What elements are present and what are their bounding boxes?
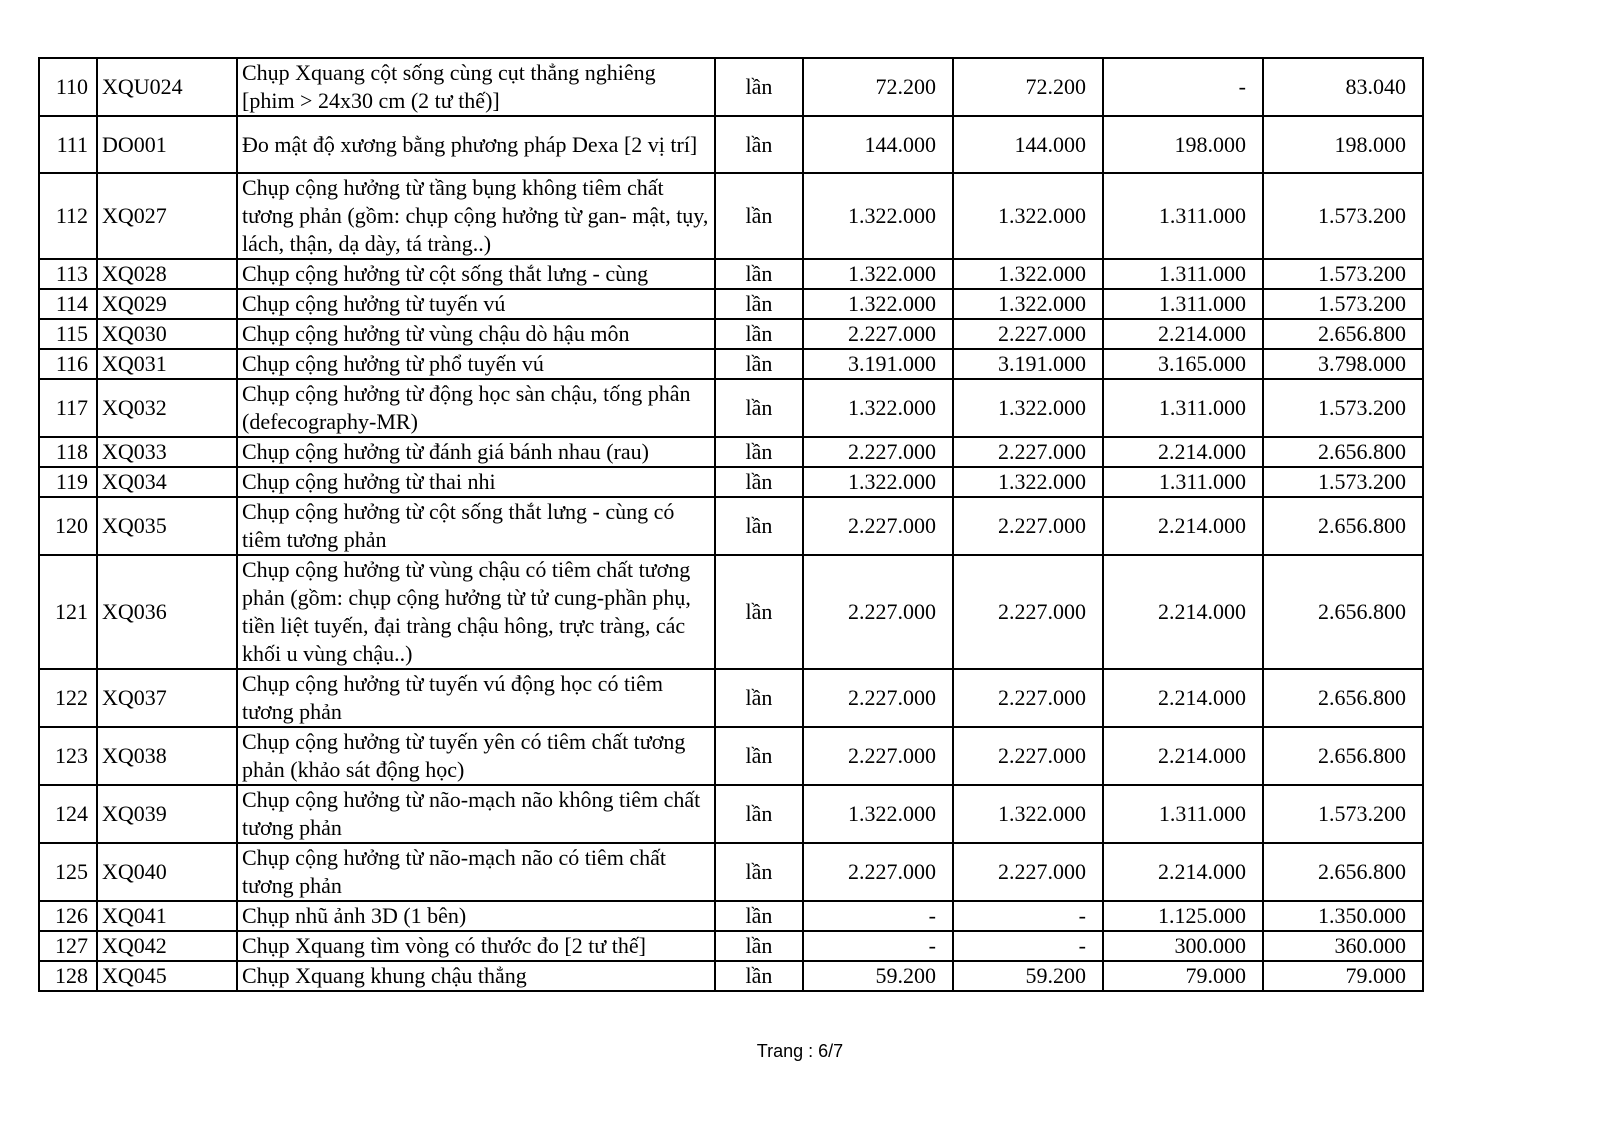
price-col-2-cell: 1.322.000 xyxy=(953,467,1103,497)
price-col-2-cell: 2.227.000 xyxy=(953,437,1103,467)
price-col-2-cell: 2.227.000 xyxy=(953,497,1103,555)
unit-cell: lần xyxy=(715,437,803,467)
table-row xyxy=(39,349,1423,379)
price-col-1-cell: 3.191.000 xyxy=(803,349,953,379)
price-col-3-cell: 1.311.000 xyxy=(1103,785,1263,843)
price-col-1-cell: 2.227.000 xyxy=(803,669,953,727)
price-col-2-cell: 1.322.000 xyxy=(953,785,1103,843)
service-name-cell: Chụp cộng hưởng từ não-mạch não không tiêm chất tương phản xyxy=(237,785,715,843)
service-code-cell: XQ045 xyxy=(97,961,237,991)
price-col-1-cell: 59.200 xyxy=(803,961,953,991)
price-col-2-cell: 1.322.000 xyxy=(953,173,1103,259)
price-col-1-cell: 2.227.000 xyxy=(803,843,953,901)
table-row xyxy=(39,901,1423,931)
table-row xyxy=(39,289,1423,319)
table-row xyxy=(39,58,1423,116)
price-col-3-cell: 1.311.000 xyxy=(1103,259,1263,289)
price-col-1-cell: 2.227.000 xyxy=(803,727,953,785)
row-number-cell: 116 xyxy=(39,349,97,379)
service-name-cell: Chụp cộng hưởng từ đánh giá bánh nhau (rau) xyxy=(237,437,715,467)
price-col-3-cell: 1.311.000 xyxy=(1103,173,1263,259)
price-col-1-cell: 1.322.000 xyxy=(803,259,953,289)
service-code-cell: XQ037 xyxy=(97,669,237,727)
price-col-2-cell: 59.200 xyxy=(953,961,1103,991)
price-col-3-cell: 1.311.000 xyxy=(1103,289,1263,319)
price-col-3-cell: 198.000 xyxy=(1103,116,1263,173)
service-name-cell: Chụp cộng hưởng từ cột sống thắt lưng - cùng có tiêm tương phản xyxy=(237,497,715,555)
service-name-cell: Chụp cộng hưởng từ thai nhi xyxy=(237,467,715,497)
price-col-2-cell: 2.227.000 xyxy=(953,555,1103,669)
service-name-cell: Đo mật độ xương bằng phương pháp Dexa [2 vị trí] xyxy=(237,116,715,173)
price-col-2-cell: 1.322.000 xyxy=(953,259,1103,289)
table-body xyxy=(39,58,1423,991)
price-col-4-cell: 1.573.200 xyxy=(1263,467,1423,497)
row-number-cell: 122 xyxy=(39,669,97,727)
service-code-cell: XQ040 xyxy=(97,843,237,901)
service-name-cell: Chụp cộng hưởng từ động học sàn chậu, tống phân (defecography-MR) xyxy=(237,379,715,437)
service-name-cell: Chụp cộng hưởng từ tuyến vú động học có tiêm tương phản xyxy=(237,669,715,727)
price-col-1-cell: 1.322.000 xyxy=(803,173,953,259)
service-name-cell: Chụp cộng hưởng từ não-mạch não có tiêm chất tương phản xyxy=(237,843,715,901)
service-name-cell: Chụp Xquang cột sống cùng cụt thẳng nghiêng [phim > 24x30 cm (2 tư thế)] xyxy=(237,58,715,116)
price-col-4-cell: 1.573.200 xyxy=(1263,289,1423,319)
row-number-cell: 115 xyxy=(39,319,97,349)
row-number-cell: 110 xyxy=(39,58,97,116)
service-code-cell: XQ039 xyxy=(97,785,237,843)
table-row xyxy=(39,173,1423,259)
table-row xyxy=(39,931,1423,961)
price-col-2-cell: 1.322.000 xyxy=(953,289,1103,319)
price-col-1-cell: 2.227.000 xyxy=(803,319,953,349)
price-col-2-cell: 144.000 xyxy=(953,116,1103,173)
price-col-1-cell: 2.227.000 xyxy=(803,555,953,669)
price-col-3-cell: 1.311.000 xyxy=(1103,379,1263,437)
price-col-3-cell: 2.214.000 xyxy=(1103,319,1263,349)
table-row xyxy=(39,555,1423,669)
price-col-2-cell: 2.227.000 xyxy=(953,319,1103,349)
price-col-4-cell: 79.000 xyxy=(1263,961,1423,991)
table-row xyxy=(39,116,1423,173)
price-col-4-cell: 83.040 xyxy=(1263,58,1423,116)
price-col-1-cell: 1.322.000 xyxy=(803,289,953,319)
unit-cell: lần xyxy=(715,669,803,727)
unit-cell: lần xyxy=(715,843,803,901)
service-code-cell: XQ038 xyxy=(97,727,237,785)
price-col-4-cell: 2.656.800 xyxy=(1263,319,1423,349)
unit-cell: lần xyxy=(715,555,803,669)
price-col-4-cell: 2.656.800 xyxy=(1263,843,1423,901)
price-col-1-cell: 1.322.000 xyxy=(803,467,953,497)
price-col-4-cell: 2.656.800 xyxy=(1263,437,1423,467)
service-code-cell: XQ030 xyxy=(97,319,237,349)
unit-cell: lần xyxy=(715,901,803,931)
table-row xyxy=(39,785,1423,843)
unit-cell: lần xyxy=(715,173,803,259)
price-col-4-cell: 198.000 xyxy=(1263,116,1423,173)
table-row xyxy=(39,727,1423,785)
row-number-cell: 114 xyxy=(39,289,97,319)
price-col-2-cell: 1.322.000 xyxy=(953,379,1103,437)
price-col-1-cell: 2.227.000 xyxy=(803,497,953,555)
price-col-2-cell: 2.227.000 xyxy=(953,727,1103,785)
service-name-cell: Chụp cộng hưởng từ cột sống thắt lưng - cùng xyxy=(237,259,715,289)
service-code-cell: XQ041 xyxy=(97,901,237,931)
price-col-2-cell: 2.227.000 xyxy=(953,669,1103,727)
price-col-4-cell: 1.573.200 xyxy=(1263,785,1423,843)
service-name-cell: Chụp cộng hưởng từ vùng chậu dò hậu môn xyxy=(237,319,715,349)
table-row xyxy=(39,467,1423,497)
price-col-1-cell: 144.000 xyxy=(803,116,953,173)
row-number-cell: 113 xyxy=(39,259,97,289)
price-col-4-cell: 2.656.800 xyxy=(1263,497,1423,555)
row-number-cell: 120 xyxy=(39,497,97,555)
price-col-1-cell: - xyxy=(803,931,953,961)
price-col-1-cell: 1.322.000 xyxy=(803,379,953,437)
price-col-3-cell: 3.165.000 xyxy=(1103,349,1263,379)
price-col-3-cell: 2.214.000 xyxy=(1103,497,1263,555)
row-number-cell: 119 xyxy=(39,467,97,497)
unit-cell: lần xyxy=(715,497,803,555)
service-code-cell: XQ031 xyxy=(97,349,237,379)
price-col-3-cell: 2.214.000 xyxy=(1103,437,1263,467)
unit-cell: lần xyxy=(715,727,803,785)
unit-cell: lần xyxy=(715,349,803,379)
price-col-3-cell: 2.214.000 xyxy=(1103,555,1263,669)
service-code-cell: XQ035 xyxy=(97,497,237,555)
price-col-4-cell: 2.656.800 xyxy=(1263,555,1423,669)
table-row xyxy=(39,259,1423,289)
unit-cell: lần xyxy=(715,319,803,349)
service-name-cell: Chụp cộng hưởng từ tuyến vú xyxy=(237,289,715,319)
unit-cell: lần xyxy=(715,785,803,843)
row-number-cell: 124 xyxy=(39,785,97,843)
row-number-cell: 111 xyxy=(39,116,97,173)
table-row xyxy=(39,843,1423,901)
unit-cell: lần xyxy=(715,931,803,961)
price-col-1-cell: 72.200 xyxy=(803,58,953,116)
service-code-cell: DO001 xyxy=(97,116,237,173)
price-col-3-cell: 79.000 xyxy=(1103,961,1263,991)
table-row xyxy=(39,437,1423,467)
service-name-cell: Chụp cộng hưởng từ tầng bụng không tiêm chất tương phản (gồm: chụp cộng hưởng từ gan- mật, tụy, lách, thận, dạ dày, tá tràng..) xyxy=(237,173,715,259)
service-name-cell: Chụp cộng hưởng từ phổ tuyến vú xyxy=(237,349,715,379)
service-code-cell: XQU024 xyxy=(97,58,237,116)
table-row xyxy=(39,669,1423,727)
price-col-4-cell: 1.350.000 xyxy=(1263,901,1423,931)
price-col-4-cell: 2.656.800 xyxy=(1263,727,1423,785)
price-col-3-cell: 1.311.000 xyxy=(1103,467,1263,497)
price-col-3-cell: 2.214.000 xyxy=(1103,843,1263,901)
price-col-2-cell: 2.227.000 xyxy=(953,843,1103,901)
service-name-cell: Chụp cộng hưởng từ tuyến yên có tiêm chất tương phản (khảo sát động học) xyxy=(237,727,715,785)
price-col-4-cell: 1.573.200 xyxy=(1263,379,1423,437)
row-number-cell: 112 xyxy=(39,173,97,259)
price-col-3-cell: 2.214.000 xyxy=(1103,727,1263,785)
unit-cell: lần xyxy=(715,289,803,319)
price-col-2-cell: - xyxy=(953,901,1103,931)
service-code-cell: XQ034 xyxy=(97,467,237,497)
service-name-cell: Chụp cộng hưởng từ vùng chậu có tiêm chất tương phản (gồm: chụp cộng hưởng từ tử cung-phần phụ, tiền liệt tuyến, đại tràng chậu hông, trực tràng, các khối u vùng chậu..) xyxy=(237,555,715,669)
price-col-4-cell: 3.798.000 xyxy=(1263,349,1423,379)
unit-cell: lần xyxy=(715,961,803,991)
row-number-cell: 121 xyxy=(39,555,97,669)
row-number-cell: 126 xyxy=(39,901,97,931)
row-number-cell: 123 xyxy=(39,727,97,785)
service-code-cell: XQ028 xyxy=(97,259,237,289)
unit-cell: lần xyxy=(715,467,803,497)
price-col-3-cell: 2.214.000 xyxy=(1103,669,1263,727)
page-number: Trang : 6/7 xyxy=(756,1041,844,1061)
unit-cell: lần xyxy=(715,116,803,173)
price-col-3-cell: - xyxy=(1103,58,1263,116)
unit-cell: lần xyxy=(715,379,803,437)
price-table xyxy=(38,57,1424,992)
table-row xyxy=(39,319,1423,349)
table-row xyxy=(39,379,1423,437)
service-code-cell: XQ032 xyxy=(97,379,237,437)
price-col-3-cell: 300.000 xyxy=(1103,931,1263,961)
price-col-2-cell: - xyxy=(953,931,1103,961)
row-number-cell: 127 xyxy=(39,931,97,961)
service-code-cell: XQ027 xyxy=(97,173,237,259)
price-col-2-cell: 72.200 xyxy=(953,58,1103,116)
service-code-cell: XQ036 xyxy=(97,555,237,669)
service-name-cell: Chụp Xquang tìm vòng có thước đo [2 tư thế] xyxy=(237,931,715,961)
table-row xyxy=(39,497,1423,555)
price-col-4-cell: 1.573.200 xyxy=(1263,173,1423,259)
unit-cell: lần xyxy=(715,259,803,289)
row-number-cell: 118 xyxy=(39,437,97,467)
price-col-3-cell: 1.125.000 xyxy=(1103,901,1263,931)
price-col-4-cell: 2.656.800 xyxy=(1263,669,1423,727)
price-col-2-cell: 3.191.000 xyxy=(953,349,1103,379)
service-code-cell: XQ029 xyxy=(97,289,237,319)
price-col-1-cell: 1.322.000 xyxy=(803,785,953,843)
table-row xyxy=(39,961,1423,991)
price-col-4-cell: 360.000 xyxy=(1263,931,1423,961)
unit-cell: lần xyxy=(715,58,803,116)
service-name-cell: Chụp nhũ ảnh 3D (1 bên) xyxy=(237,901,715,931)
price-col-1-cell: 2.227.000 xyxy=(803,437,953,467)
service-code-cell: XQ033 xyxy=(97,437,237,467)
service-name-cell: Chụp Xquang khung chậu thẳng xyxy=(237,961,715,991)
price-col-1-cell: - xyxy=(803,901,953,931)
price-col-4-cell: 1.573.200 xyxy=(1263,259,1423,289)
service-code-cell: XQ042 xyxy=(97,931,237,961)
row-number-cell: 117 xyxy=(39,379,97,437)
row-number-cell: 128 xyxy=(39,961,97,991)
row-number-cell: 125 xyxy=(39,843,97,901)
